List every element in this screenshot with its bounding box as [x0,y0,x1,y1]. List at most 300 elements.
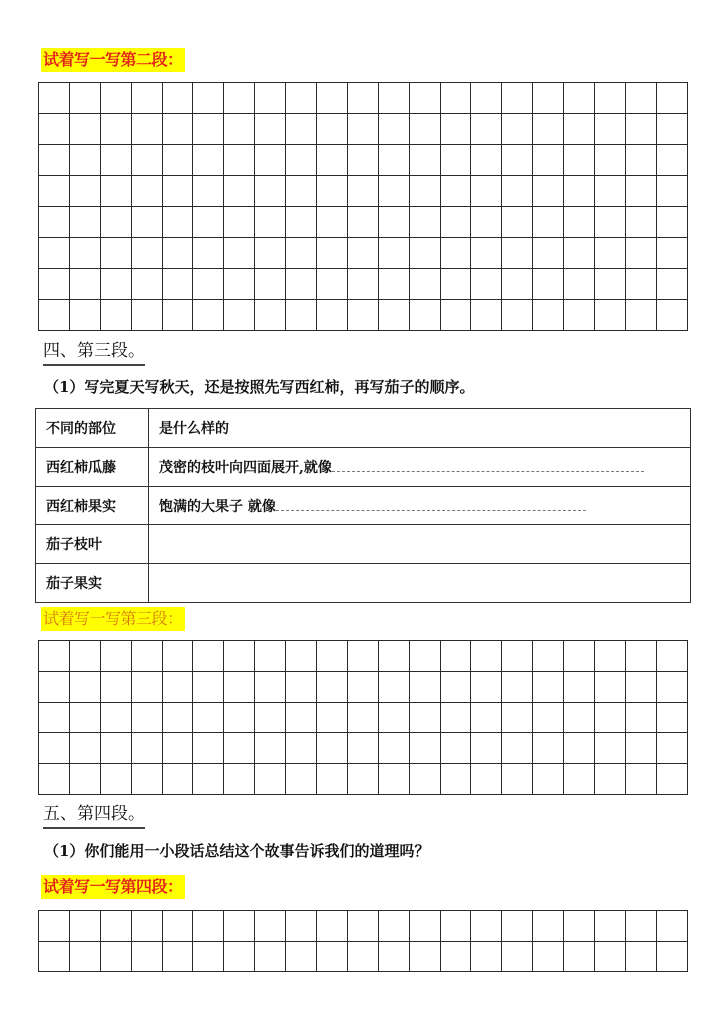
grid-cell[interactable] [378,207,409,238]
grid-cell[interactable] [255,641,286,672]
grid-cell[interactable] [471,207,502,238]
grid-cell[interactable] [502,83,533,114]
grid-cell[interactable] [625,83,656,114]
grid-cell[interactable] [378,941,409,972]
grid-cell[interactable] [440,671,471,702]
row-description[interactable] [149,564,691,603]
grid-cell[interactable] [224,145,255,176]
grid-cell[interactable] [131,764,162,795]
row-description[interactable] [149,525,691,564]
grid-cell[interactable] [193,269,224,300]
grid-cell[interactable] [625,207,656,238]
grid-cell[interactable] [39,300,70,331]
grid-cell[interactable] [193,114,224,145]
grid-cell[interactable] [471,764,502,795]
grid-cell[interactable] [347,641,378,672]
grid-cell[interactable] [595,911,626,942]
grid-cell[interactable] [564,911,595,942]
grid-cell[interactable] [656,176,687,207]
grid-cell[interactable] [100,269,131,300]
grid-cell[interactable] [255,764,286,795]
grid-cell[interactable] [39,941,70,972]
grid-cell[interactable] [39,145,70,176]
grid-cell[interactable] [100,764,131,795]
grid-cell[interactable] [471,114,502,145]
grid-cell[interactable] [69,300,100,331]
grid-cell[interactable] [39,114,70,145]
grid-cell[interactable] [656,269,687,300]
grid-cell[interactable] [193,941,224,972]
grid-cell[interactable] [564,83,595,114]
grid-cell[interactable] [131,641,162,672]
grid-cell[interactable] [224,207,255,238]
writing-grid-paragraph-4[interactable] [38,910,688,972]
grid-cell[interactable] [471,641,502,672]
grid-cell[interactable] [533,83,564,114]
grid-cell[interactable] [533,733,564,764]
grid-cell[interactable] [131,269,162,300]
grid-cell[interactable] [224,764,255,795]
grid-cell[interactable] [656,733,687,764]
grid-cell[interactable] [100,702,131,733]
grid-cell[interactable] [625,911,656,942]
grid-cell[interactable] [286,269,317,300]
grid-cell[interactable] [409,300,440,331]
grid-cell[interactable] [471,911,502,942]
grid-cell[interactable] [286,83,317,114]
grid-cell[interactable] [224,641,255,672]
grid-cell[interactable] [564,671,595,702]
grid-cell[interactable] [100,83,131,114]
grid-cell[interactable] [378,911,409,942]
grid-cell[interactable] [69,733,100,764]
grid-cell[interactable] [131,733,162,764]
grid-cell[interactable] [317,702,348,733]
grid-cell[interactable] [162,238,193,269]
grid-cell[interactable] [286,733,317,764]
grid-cell[interactable] [131,114,162,145]
grid-cell[interactable] [224,269,255,300]
grid-cell[interactable] [131,238,162,269]
grid-cell[interactable] [440,911,471,942]
grid-cell[interactable] [440,764,471,795]
grid-cell[interactable] [255,671,286,702]
grid-cell[interactable] [100,911,131,942]
grid-cell[interactable] [100,941,131,972]
grid-cell[interactable] [193,641,224,672]
grid-cell[interactable] [69,114,100,145]
grid-cell[interactable] [502,300,533,331]
grid-cell[interactable] [131,300,162,331]
grid-cell[interactable] [533,238,564,269]
grid-cell[interactable] [131,83,162,114]
grid-cell[interactable] [317,733,348,764]
grid-cell[interactable] [595,641,626,672]
grid-cell[interactable] [347,764,378,795]
grid-cell[interactable] [69,238,100,269]
grid-cell[interactable] [255,114,286,145]
grid-cell[interactable] [286,702,317,733]
grid-cell[interactable] [595,114,626,145]
grid-cell[interactable] [502,207,533,238]
grid-cell[interactable] [656,300,687,331]
grid-cell[interactable] [378,114,409,145]
grid-cell[interactable] [440,941,471,972]
grid-cell[interactable] [255,176,286,207]
grid-cell[interactable] [595,238,626,269]
grid-cell[interactable] [317,238,348,269]
grid-cell[interactable] [100,671,131,702]
grid-cell[interactable] [625,764,656,795]
grid-cell[interactable] [656,941,687,972]
grid-cell[interactable] [347,733,378,764]
grid-cell[interactable] [69,83,100,114]
grid-cell[interactable] [502,176,533,207]
grid-cell[interactable] [193,764,224,795]
grid-cell[interactable] [378,764,409,795]
grid-cell[interactable] [100,176,131,207]
grid-cell[interactable] [533,207,564,238]
grid-cell[interactable] [656,911,687,942]
grid-cell[interactable] [193,671,224,702]
grid-cell[interactable] [317,114,348,145]
grid-cell[interactable] [39,269,70,300]
grid-cell[interactable] [100,114,131,145]
grid-cell[interactable] [162,641,193,672]
grid-cell[interactable] [440,269,471,300]
grid-cell[interactable] [533,114,564,145]
grid-cell[interactable] [409,269,440,300]
grid-cell[interactable] [39,83,70,114]
grid-cell[interactable] [502,641,533,672]
grid-cell[interactable] [502,733,533,764]
grid-cell[interactable] [471,83,502,114]
grid-cell[interactable] [656,764,687,795]
grid-cell[interactable] [378,733,409,764]
grid-cell[interactable] [595,300,626,331]
grid-cell[interactable] [69,176,100,207]
fill-in-blank[interactable] [276,496,586,511]
grid-cell[interactable] [193,238,224,269]
grid-cell[interactable] [69,911,100,942]
grid-cell[interactable] [564,941,595,972]
grid-cell[interactable] [69,941,100,972]
grid-cell[interactable] [39,911,70,942]
grid-cell[interactable] [625,238,656,269]
grid-cell[interactable] [131,176,162,207]
grid-cell[interactable] [69,641,100,672]
grid-cell[interactable] [347,83,378,114]
grid-cell[interactable] [255,702,286,733]
grid-cell[interactable] [286,114,317,145]
grid-cell[interactable] [595,671,626,702]
grid-cell[interactable] [255,83,286,114]
grid-cell[interactable] [39,176,70,207]
grid-cell[interactable] [317,145,348,176]
grid-cell[interactable] [39,641,70,672]
grid-cell[interactable] [100,300,131,331]
grid-cell[interactable] [347,114,378,145]
grid-cell[interactable] [347,300,378,331]
grid-cell[interactable] [378,83,409,114]
grid-cell[interactable] [564,702,595,733]
grid-cell[interactable] [533,911,564,942]
grid-cell[interactable] [625,941,656,972]
grid-cell[interactable] [347,207,378,238]
grid-cell[interactable] [347,941,378,972]
grid-cell[interactable] [502,238,533,269]
grid-cell[interactable] [564,145,595,176]
grid-cell[interactable] [625,145,656,176]
grid-cell[interactable] [162,176,193,207]
grid-cell[interactable] [255,238,286,269]
grid-cell[interactable] [440,207,471,238]
grid-cell[interactable] [564,269,595,300]
grid-cell[interactable] [409,207,440,238]
grid-cell[interactable] [409,641,440,672]
grid-cell[interactable] [533,702,564,733]
grid-cell[interactable] [131,911,162,942]
grid-cell[interactable] [347,911,378,942]
grid-cell[interactable] [162,671,193,702]
grid-cell[interactable] [162,269,193,300]
grid-cell[interactable] [39,764,70,795]
grid-cell[interactable] [409,238,440,269]
grid-cell[interactable] [471,300,502,331]
grid-cell[interactable] [502,671,533,702]
grid-cell[interactable] [286,300,317,331]
grid-cell[interactable] [317,911,348,942]
grid-cell[interactable] [409,702,440,733]
grid-cell[interactable] [131,671,162,702]
grid-cell[interactable] [656,641,687,672]
grid-cell[interactable] [625,300,656,331]
grid-cell[interactable] [378,145,409,176]
grid-cell[interactable] [39,671,70,702]
grid-cell[interactable] [564,300,595,331]
grid-cell[interactable] [378,269,409,300]
grid-cell[interactable] [533,641,564,672]
grid-cell[interactable] [409,911,440,942]
grid-cell[interactable] [440,114,471,145]
grid-cell[interactable] [193,207,224,238]
grid-cell[interactable] [162,207,193,238]
grid-cell[interactable] [347,269,378,300]
grid-cell[interactable] [131,702,162,733]
grid-cell[interactable] [564,238,595,269]
grid-cell[interactable] [533,764,564,795]
row-description[interactable] [149,487,691,525]
grid-cell[interactable] [100,641,131,672]
grid-cell[interactable] [378,641,409,672]
grid-cell[interactable] [378,238,409,269]
fill-in-blank[interactable] [332,457,644,472]
grid-cell[interactable] [656,145,687,176]
grid-cell[interactable] [440,176,471,207]
grid-cell[interactable] [409,83,440,114]
grid-cell[interactable] [100,733,131,764]
grid-cell[interactable] [564,176,595,207]
grid-cell[interactable] [625,176,656,207]
grid-cell[interactable] [193,83,224,114]
grid-cell[interactable] [317,207,348,238]
grid-cell[interactable] [100,145,131,176]
grid-cell[interactable] [317,269,348,300]
grid-cell[interactable] [533,176,564,207]
grid-cell[interactable] [347,145,378,176]
grid-cell[interactable] [255,941,286,972]
grid-cell[interactable] [255,269,286,300]
grid-cell[interactable] [39,238,70,269]
grid-cell[interactable] [656,83,687,114]
grid-cell[interactable] [255,300,286,331]
grid-cell[interactable] [193,733,224,764]
grid-cell[interactable] [625,702,656,733]
grid-cell[interactable] [625,641,656,672]
grid-cell[interactable] [286,671,317,702]
grid-cell[interactable] [378,300,409,331]
grid-cell[interactable] [224,941,255,972]
grid-cell[interactable] [69,671,100,702]
grid-cell[interactable] [502,269,533,300]
grid-cell[interactable] [162,702,193,733]
grid-cell[interactable] [409,764,440,795]
grid-cell[interactable] [471,671,502,702]
grid-cell[interactable] [100,207,131,238]
grid-cell[interactable] [69,207,100,238]
grid-cell[interactable] [286,941,317,972]
grid-cell[interactable] [625,671,656,702]
grid-cell[interactable] [224,114,255,145]
grid-cell[interactable] [502,911,533,942]
grid-cell[interactable] [317,176,348,207]
row-description[interactable] [149,448,691,487]
grid-cell[interactable] [533,300,564,331]
grid-cell[interactable] [564,733,595,764]
grid-cell[interactable] [39,702,70,733]
grid-cell[interactable] [595,83,626,114]
grid-cell[interactable] [317,764,348,795]
grid-cell[interactable] [193,911,224,942]
grid-cell[interactable] [39,207,70,238]
grid-cell[interactable] [347,671,378,702]
grid-cell[interactable] [131,941,162,972]
grid-cell[interactable] [564,114,595,145]
grid-cell[interactable] [440,641,471,672]
grid-cell[interactable] [286,764,317,795]
grid-cell[interactable] [286,207,317,238]
grid-cell[interactable] [224,238,255,269]
grid-cell[interactable] [471,269,502,300]
grid-cell[interactable] [564,764,595,795]
grid-cell[interactable] [502,145,533,176]
grid-cell[interactable] [378,702,409,733]
grid-cell[interactable] [502,941,533,972]
grid-cell[interactable] [471,145,502,176]
grid-cell[interactable] [471,941,502,972]
grid-cell[interactable] [595,733,626,764]
grid-cell[interactable] [564,641,595,672]
grid-cell[interactable] [69,145,100,176]
grid-cell[interactable] [162,911,193,942]
grid-cell[interactable] [255,911,286,942]
grid-cell[interactable] [440,300,471,331]
grid-cell[interactable] [440,702,471,733]
grid-cell[interactable] [347,238,378,269]
grid-cell[interactable] [378,671,409,702]
grid-cell[interactable] [409,941,440,972]
grid-cell[interactable] [409,733,440,764]
grid-cell[interactable] [502,702,533,733]
grid-cell[interactable] [625,733,656,764]
grid-cell[interactable] [162,114,193,145]
grid-cell[interactable] [162,941,193,972]
grid-cell[interactable] [595,941,626,972]
grid-cell[interactable] [193,145,224,176]
grid-cell[interactable] [595,176,626,207]
grid-cell[interactable] [656,702,687,733]
grid-cell[interactable] [656,114,687,145]
grid-cell[interactable] [131,145,162,176]
grid-cell[interactable] [255,207,286,238]
grid-cell[interactable] [224,176,255,207]
grid-cell[interactable] [100,238,131,269]
grid-cell[interactable] [162,300,193,331]
grid-cell[interactable] [656,671,687,702]
grid-cell[interactable] [409,114,440,145]
grid-cell[interactable] [595,207,626,238]
grid-cell[interactable] [378,176,409,207]
grid-cell[interactable] [317,941,348,972]
grid-cell[interactable] [533,145,564,176]
grid-cell[interactable] [224,671,255,702]
grid-cell[interactable] [193,176,224,207]
grid-cell[interactable] [409,671,440,702]
grid-cell[interactable] [255,733,286,764]
grid-cell[interactable] [533,269,564,300]
grid-cell[interactable] [224,300,255,331]
grid-cell[interactable] [595,145,626,176]
grid-cell[interactable] [162,145,193,176]
grid-cell[interactable] [224,733,255,764]
grid-cell[interactable] [69,764,100,795]
grid-cell[interactable] [286,238,317,269]
grid-cell[interactable] [347,176,378,207]
grid-cell[interactable] [69,269,100,300]
grid-cell[interactable] [255,145,286,176]
grid-cell[interactable] [502,764,533,795]
grid-cell[interactable] [317,300,348,331]
grid-cell[interactable] [224,911,255,942]
grid-cell[interactable] [317,83,348,114]
grid-cell[interactable] [317,671,348,702]
grid-cell[interactable] [471,733,502,764]
grid-cell[interactable] [595,269,626,300]
grid-cell[interactable] [440,238,471,269]
grid-cell[interactable] [440,733,471,764]
writing-grid-paragraph-3[interactable] [38,640,688,795]
grid-cell[interactable] [533,671,564,702]
grid-cell[interactable] [625,114,656,145]
grid-cell[interactable] [39,733,70,764]
grid-cell[interactable] [286,641,317,672]
grid-cell[interactable] [162,83,193,114]
grid-cell[interactable] [193,300,224,331]
grid-cell[interactable] [409,145,440,176]
grid-cell[interactable] [471,702,502,733]
grid-cell[interactable] [471,176,502,207]
grid-cell[interactable] [286,176,317,207]
